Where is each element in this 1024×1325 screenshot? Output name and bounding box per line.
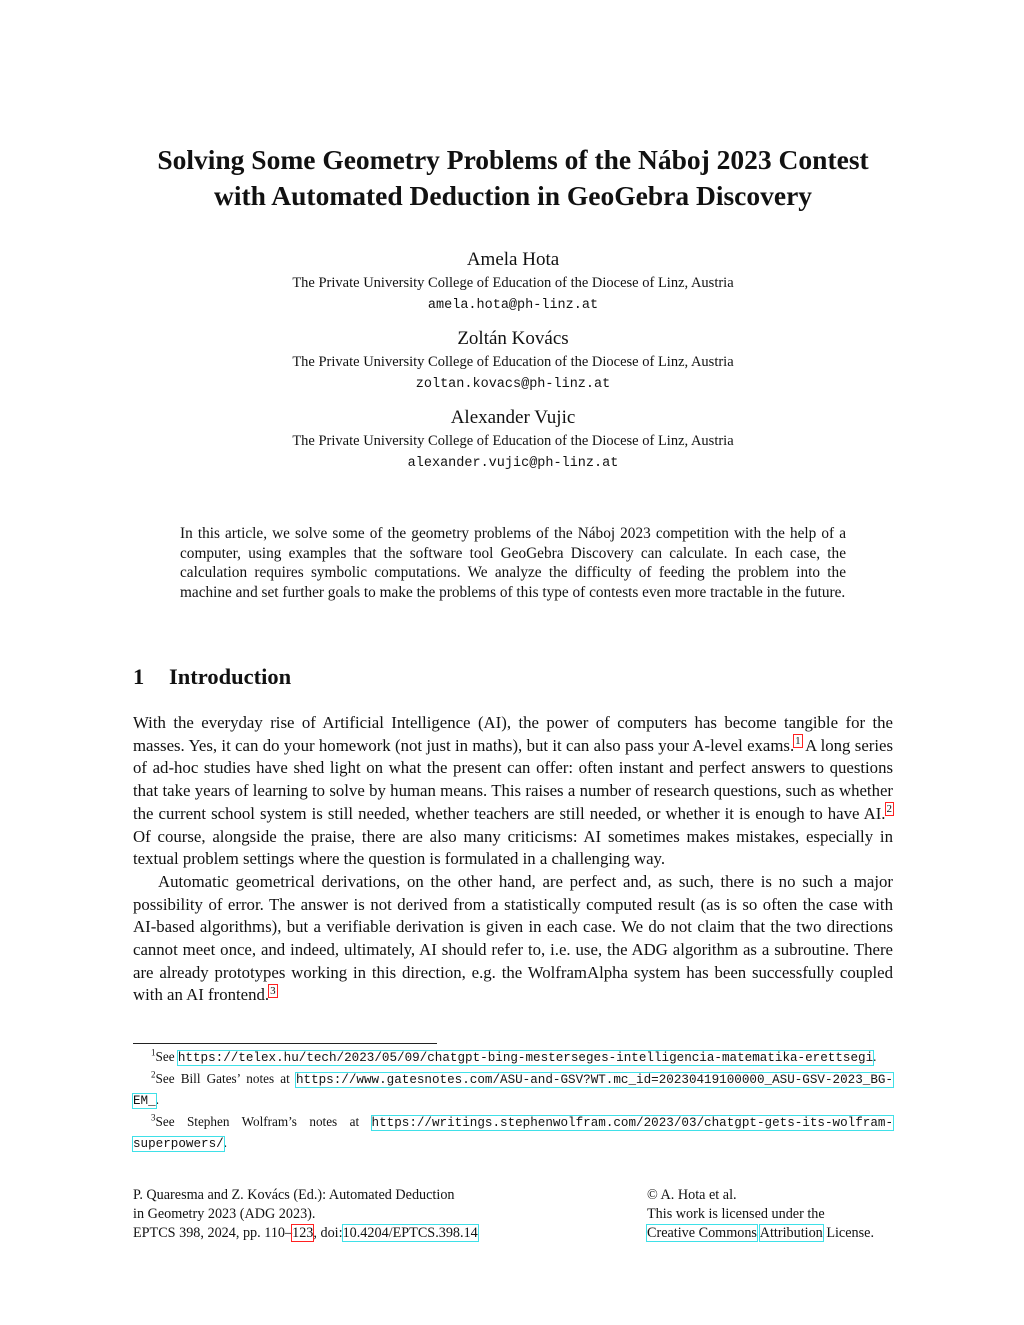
author-affiliation: The Private University College of Education of the Diocese of Linz, Austria bbox=[292, 433, 734, 449]
footnote-prefix: See Stephen Wolfram’s notes at bbox=[155, 1114, 372, 1129]
author-email[interactable]: zoltan.kovacs@ph-linz.at bbox=[415, 377, 611, 392]
section-title: Introduction bbox=[169, 664, 292, 689]
doi-link[interactable]: 10.4204/EPTCS.398.14 bbox=[342, 1225, 478, 1242]
footnote-link[interactable]: https://telex.hu/tech/2023/05/09/chatgpt-bing-mesterseges-intelligencia-matematika-erettsegi bbox=[177, 1051, 874, 1065]
doi-prefix: , doi: bbox=[313, 1225, 343, 1242]
creative-commons-link[interactable]: Creative Commons bbox=[647, 1225, 757, 1242]
footnote-mark: 3 bbox=[151, 1112, 156, 1123]
author-name: Amela Hota bbox=[466, 249, 560, 270]
author-block bbox=[133, 248, 893, 485]
title-line-2: with Automated Deduction in GeoGebra Discovery bbox=[213, 180, 813, 211]
section-number: 1 bbox=[133, 664, 145, 689]
section-heading bbox=[133, 662, 291, 692]
paragraph-1-part-3: Of course, alongside the praise, there are also many criticisms: AI sometimes makes mistakes, especially in textual problem settings where the question is formulated in a challenging way. bbox=[133, 826, 893, 869]
paragraph-1-part-1: With the everyday rise of Artificial Intelligence (AI), the power of computers has become tangible for the masses. Yes, it can do your homework (not just in maths), but it can also pass your A-level exams. bbox=[133, 713, 893, 755]
paragraph-2-part-1: Automatic geometrical derivations, on the other hand, are perfect and, as such, there is no such a major possibility of error. The answer is not derived from a statistically computed result (as is so often the case with AI-based algorithms), but a verifiable derivation is given in each case. We do not claim that the two directions cannot meet once, and indeed, ultimately, AI should refer to, i.e. use, the ADG algorithm as a subroutine. There are already prototypes working in this direction, e.g. the WolframAlpha system has been successfully coupled with an AI frontend. bbox=[133, 871, 893, 1005]
author-name: Zoltán Kovács bbox=[457, 328, 569, 349]
paragraph-2 bbox=[133, 871, 893, 1007]
author-affiliation: The Private University College of Education of the Diocese of Linz, Austria bbox=[292, 354, 734, 370]
footnote-3 bbox=[133, 1112, 893, 1154]
footnote-prefix: See Bill Gates’ notes at bbox=[155, 1071, 296, 1086]
footnote-suffix: . bbox=[873, 1049, 877, 1064]
publication-line-2: in Geometry 2023 (ADG 2023). bbox=[133, 1206, 316, 1223]
footnote-mark: 1 bbox=[151, 1047, 156, 1058]
abstract: In this article, we solve some of the geometry problems of the Náboj 2023 competition with the help of a computer, using examples that the software tool GeoGebra Discovery can calculate. In each case, the calculation requires symbolic computations. We analyze the difficulty of feeding the problem into the machine and set further goals to make the problems of this type of contests even more tractable in the future. bbox=[180, 525, 846, 601]
footnote-ref-1[interactable]: 1 bbox=[795, 735, 801, 748]
publication-line-3 bbox=[133, 1224, 553, 1243]
footnote-link[interactable]: https://www.gatesnotes.com/ASU-and-GSV?WT.mc_id=20230419100000_ASU-GSV-2023_BG-EM_ bbox=[133, 1073, 893, 1108]
footnote-ref-2[interactable]: 2 bbox=[886, 803, 892, 816]
author-3 bbox=[133, 406, 893, 476]
footnote-link[interactable]: https://writings.stephenwolfram.com/2023/03/chatgpt-gets-its-wolfram-superpowers/ bbox=[133, 1116, 893, 1151]
footnote-mark: 2 bbox=[151, 1069, 156, 1080]
attribution-link[interactable]: Attribution bbox=[759, 1225, 823, 1242]
footnote-suffix: . bbox=[223, 1135, 227, 1150]
footnotes bbox=[133, 1047, 893, 1155]
footnote-suffix: . bbox=[155, 1092, 159, 1107]
paper-title bbox=[133, 142, 893, 214]
last-page-link[interactable]: 123 bbox=[292, 1225, 314, 1242]
license-suffix: License. bbox=[822, 1225, 874, 1242]
author-1 bbox=[133, 248, 893, 318]
license-line: This work is licensed under the bbox=[647, 1206, 825, 1223]
title-line-1: Solving Some Geometry Problems of the Náboj 2023 Contest bbox=[157, 144, 869, 175]
author-email[interactable]: alexander.vujic@ph-linz.at bbox=[407, 456, 619, 471]
pages-prefix: EPTCS 398, 2024, pp. 110– bbox=[133, 1225, 293, 1242]
license-info bbox=[647, 1186, 907, 1244]
author-affiliation: The Private University College of Education of the Diocese of Linz, Austria bbox=[292, 275, 734, 291]
footnote-ref-3[interactable]: 3 bbox=[270, 984, 276, 997]
publication-info bbox=[133, 1186, 553, 1244]
body-text bbox=[133, 712, 893, 1007]
author-2 bbox=[133, 327, 893, 397]
paragraph-1 bbox=[133, 712, 893, 871]
license-links bbox=[647, 1224, 907, 1243]
footnote-2 bbox=[133, 1069, 893, 1111]
footnote-1 bbox=[133, 1047, 893, 1068]
paragraph-1-part-2: A long series of ad-hoc studies have shed light on what the present can offer: often instant and perfect answers to questions that take years of learning to solve by human means. This raises a number of research questions, such as whether the current school system is still needed, whether teachers are still needed, or whether it is enough to have AI. bbox=[133, 735, 893, 823]
author-email[interactable]: amela.hota@ph-linz.at bbox=[427, 298, 599, 313]
author-name: Alexander Vujic bbox=[450, 407, 576, 428]
copyright-line: © A. Hota et al. bbox=[647, 1187, 737, 1203]
footnote-prefix: See bbox=[155, 1049, 178, 1064]
publication-line-1: P. Quaresma and Z. Kovács (Ed.): Automated Deduction bbox=[133, 1187, 455, 1203]
footnote-divider bbox=[133, 1043, 437, 1044]
